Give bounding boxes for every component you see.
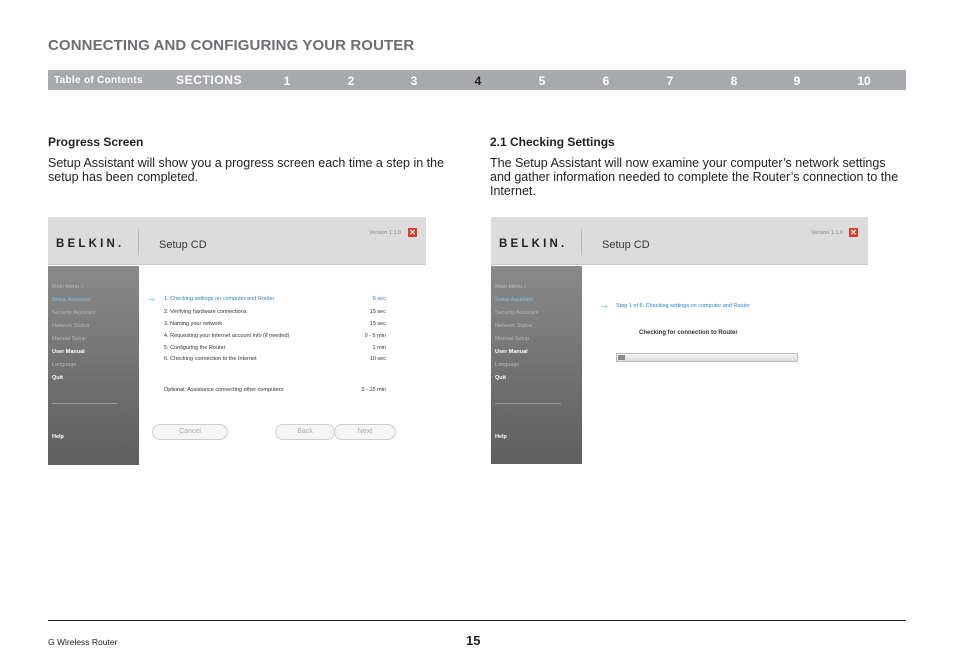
section-link-2[interactable]: 2 (347, 74, 355, 88)
sidebar-item-language[interactable]: Language (52, 362, 77, 368)
section-nav-bar (48, 70, 906, 90)
step-time: 10 sec (369, 356, 386, 362)
sidebar-item-setup-assistant[interactable]: Setup Assistant (495, 297, 533, 303)
belkin-logo: BELKIN. (499, 238, 568, 250)
step-label: 2. Verifying hardware connections (164, 309, 247, 315)
optional-step-label: Optional: Assistance connecting other computers (164, 387, 284, 393)
page-number: 15 (466, 633, 481, 648)
section-link-1[interactable]: 1 (283, 74, 291, 88)
sidebar-item-security-assistant[interactable]: Security Assistant (495, 310, 539, 316)
step-time: 1 min (372, 345, 386, 351)
progress-bar (616, 353, 798, 362)
step-label: 1. Checking settings on computer and Router (164, 296, 275, 302)
sidebar-divider (495, 403, 561, 404)
header-divider (138, 229, 139, 255)
section-link-8[interactable]: 8 (730, 74, 738, 88)
section-link-10[interactable]: 10 (857, 74, 871, 88)
checking-status-text: Checking for connection to Router (639, 330, 738, 336)
sidebar-item-network-status[interactable]: Network Status (52, 323, 90, 329)
sidebar-divider (52, 403, 118, 404)
close-icon[interactable]: ✕ (850, 228, 857, 237)
section-link-7[interactable]: 7 (666, 74, 674, 88)
step-label: 4. Requesting your Internet account info (if needed) (164, 333, 290, 339)
header-divider (581, 229, 582, 255)
sidebar-item-quit[interactable]: Quit (52, 375, 63, 381)
app-header (48, 217, 426, 265)
progress-screen-screenshot (48, 217, 426, 465)
step-time: 5 sec (372, 296, 386, 302)
sidebar-item-manual-setup[interactable]: Manual Setup (495, 336, 529, 342)
sidebar-item-manual-setup[interactable]: Manual Setup (52, 336, 86, 342)
close-icon[interactable]: ✕ (409, 228, 416, 237)
section-link-9[interactable]: 9 (793, 74, 801, 88)
step-time: 0 - 5 min (364, 333, 386, 339)
sidebar-item-setup-assistant[interactable]: Setup Assistant (52, 297, 90, 303)
right-body: The Setup Assistant will now examine your computer’s network settings and gather information needed to complete the Router’s connection to the Internet. (490, 156, 899, 198)
section-link-5[interactable]: 5 (538, 74, 546, 88)
sidebar-item-security-assistant[interactable]: Security Assistant (52, 310, 96, 316)
sidebar-item-main-menu[interactable]: Main Menu » (495, 284, 527, 290)
app-title: Setup CD (159, 239, 207, 251)
step-label: 5. Configuring the Router (164, 345, 226, 351)
progress-fill (618, 355, 625, 360)
optional-step-time: 5 - 15 min (361, 387, 386, 393)
app-title: Setup CD (602, 239, 650, 251)
sidebar-item-main-menu[interactable]: Main Menu » (52, 284, 84, 290)
sidebar-item-user-manual[interactable]: User Manual (52, 349, 85, 355)
section-link-3[interactable]: 3 (410, 74, 418, 88)
sidebar-item-quit[interactable]: Quit (495, 375, 506, 381)
back-button[interactable]: Back (275, 424, 335, 440)
footer-product-name: G Wireless Router (48, 637, 118, 647)
belkin-logo: BELKIN. (56, 238, 125, 250)
step-time: 15 sec (369, 321, 386, 327)
sidebar-item-network-status[interactable]: Network Status (495, 323, 533, 329)
app-sidebar (491, 266, 582, 464)
current-step-text: Step 1 of 6: Checking settings on computer and Router (616, 303, 750, 309)
left-body: Setup Assistant will show you a progress screen each time a step in the setup has been completed. (48, 156, 445, 184)
step-label: 6. Checking connection to the Internet (164, 356, 257, 362)
sidebar-item-language[interactable]: Language (495, 362, 520, 368)
section-link-6[interactable]: 6 (602, 74, 610, 88)
step-time: 15 sec (369, 309, 386, 315)
sidebar-item-help[interactable]: Help (52, 434, 64, 440)
arrow-right-icon: → (147, 293, 156, 303)
page-title: CONNECTING AND CONFIGURING YOUR ROUTER (48, 37, 415, 54)
step-label: 3. Naming your network (164, 321, 223, 327)
right-heading: 2.1 Checking Settings (490, 135, 615, 149)
arrow-right-icon: → (600, 300, 609, 310)
footer-divider (48, 620, 906, 621)
sidebar-item-user-manual[interactable]: User Manual (495, 349, 528, 355)
app-sidebar (48, 266, 139, 465)
next-button[interactable]: Next (334, 424, 396, 440)
checking-settings-screenshot (491, 217, 868, 464)
cancel-button[interactable]: Cancel (152, 424, 228, 440)
sections-label: SECTIONS (176, 73, 243, 87)
section-link-4[interactable]: 4 (474, 74, 482, 88)
left-heading: Progress Screen (48, 135, 144, 149)
sidebar-item-help[interactable]: Help (495, 434, 507, 440)
version-label: Version 1.1.0 (369, 230, 402, 236)
table-of-contents-link[interactable]: Table of Contents (54, 75, 143, 86)
app-header (491, 217, 868, 265)
version-label: Version 1.1.0 (811, 230, 844, 236)
